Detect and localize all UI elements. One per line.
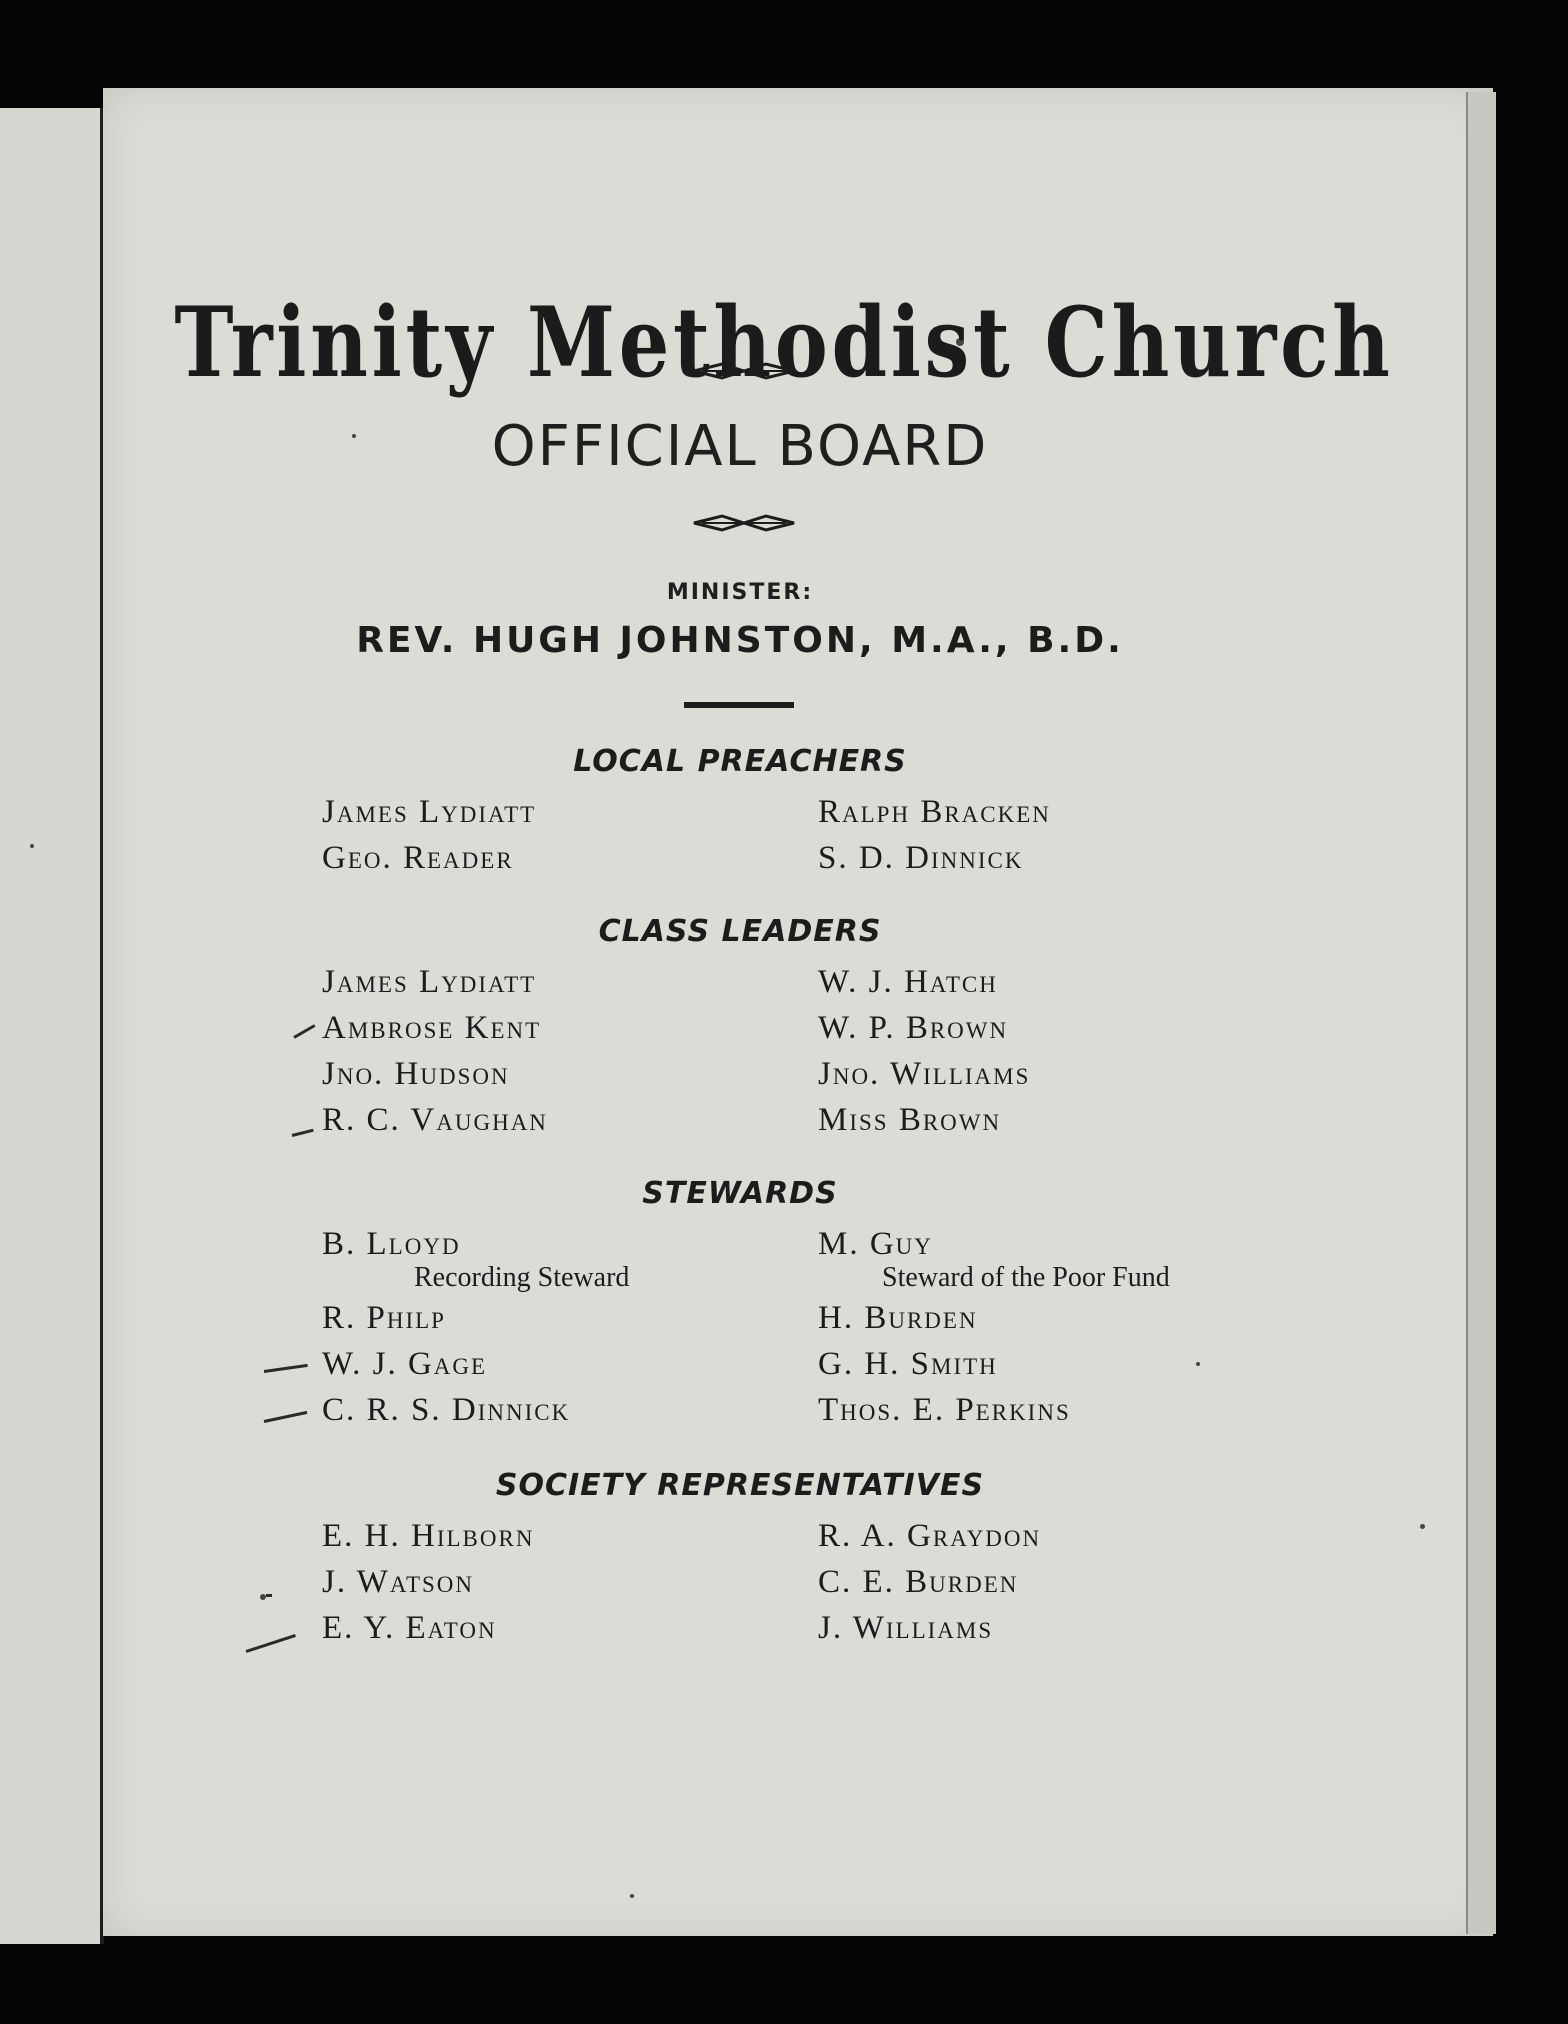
steward-name: H. Burden <box>818 1300 978 1336</box>
steward-name: M. Guy <box>818 1226 933 1262</box>
steward-name: Thos. E. Perkins <box>818 1392 1071 1428</box>
church-title: Trinity Methodist Church <box>174 286 1394 400</box>
society-representative-name: J. Williams <box>818 1610 994 1646</box>
society-representative-name: E. H. Hilborn <box>322 1518 535 1554</box>
steward-name: R. Philp <box>322 1300 446 1336</box>
local-preacher-name: Ralph Bracken <box>818 794 1051 830</box>
class-leader-name: James Lydiatt <box>322 964 537 1000</box>
society-representatives-heading: SOCIETY REPRESENTATIVES <box>495 1468 985 1503</box>
society-representative-name: R. A. Graydon <box>818 1518 1042 1554</box>
class-leader-name: W. P. Brown <box>818 1010 1009 1046</box>
steward-name: B. Lloyd <box>322 1226 461 1262</box>
scan-speck <box>30 844 34 848</box>
steward-name: W. J. Gage <box>322 1346 488 1382</box>
local-preacher-name: James Lydiatt <box>322 794 537 830</box>
stewards-heading: STEWARDS <box>642 1176 838 1211</box>
class-leader-name: Ambrose Kent <box>322 1010 542 1046</box>
steward-name: C. R. S. Dinnick <box>322 1392 571 1428</box>
class-leader-name: R. C. Vaughan <box>322 1102 548 1138</box>
class-leaders-heading: CLASS LEADERS <box>598 914 882 949</box>
steward-name: G. H. Smith <box>818 1346 998 1382</box>
society-representative-name: C. E. Burden <box>818 1564 1019 1600</box>
steward-role: Recording Steward <box>414 1262 630 1293</box>
class-leader-name: W. J. Hatch <box>818 964 998 1000</box>
section-divider <box>684 702 794 708</box>
class-leader-name: Miss Brown <box>818 1102 1002 1138</box>
scan-speck <box>630 1894 634 1898</box>
minister-label: MINISTER: <box>666 580 814 605</box>
official-board-heading: OFFICIAL BOARD <box>491 414 989 479</box>
society-representative-name: E. Y. Eaton <box>322 1610 497 1646</box>
steward-role: Steward of the Poor Fund <box>882 1262 1170 1293</box>
class-leader-name: Jno. Hudson <box>322 1056 510 1092</box>
class-leader-name: Jno. Williams <box>818 1056 1031 1092</box>
ornament-divider-top <box>692 358 796 384</box>
scan-speck <box>1196 1362 1200 1366</box>
local-preacher-name: Geo. Reader <box>322 840 514 876</box>
pencil-tick-mark <box>266 1594 272 1597</box>
local-preachers-heading: LOCAL PREACHERS <box>573 744 907 779</box>
local-preacher-name: S. D. Dinnick <box>818 840 1024 876</box>
minister-name: REV. HUGH JOHNSTON, M.A., B.D. <box>356 620 1124 661</box>
society-representative-name: J. Watson <box>322 1564 475 1600</box>
ornament-divider-bottom <box>692 510 796 536</box>
scan-speck <box>1420 1524 1425 1529</box>
